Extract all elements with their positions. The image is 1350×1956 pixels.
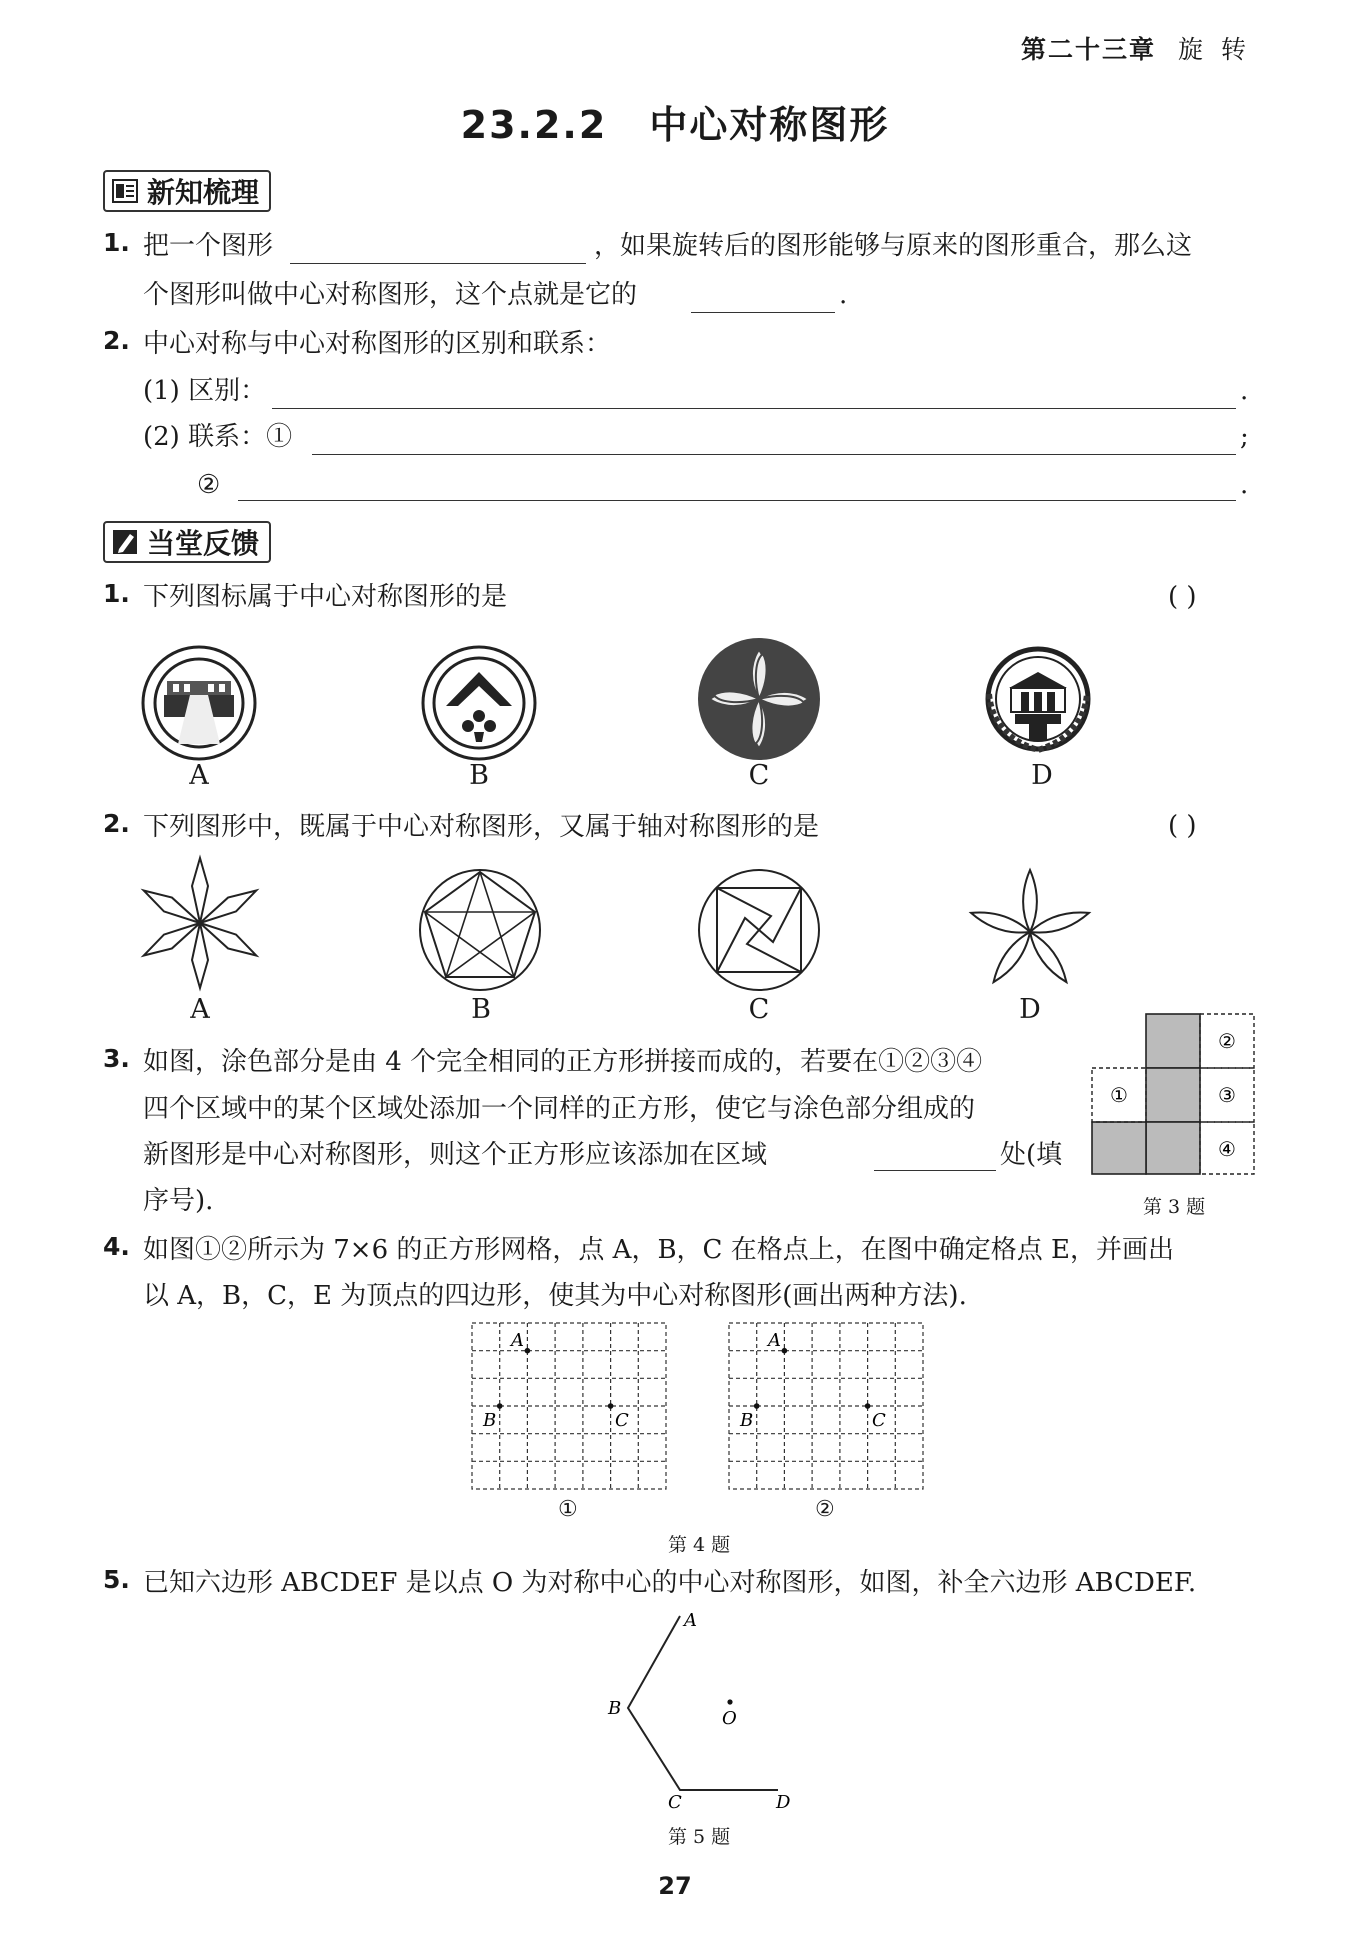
figure-q4-grid-2 <box>728 1322 924 1490</box>
question-text: 已知六边形 ABCDEF 是以点 O 为对称中心的中心对称图形，如图，补全六边形 ABCDEF. <box>143 1568 1197 1598</box>
question-text-cont: ，如果旋转后的图形能够与原来的图形重合，那么这 <box>594 231 1193 261</box>
section-heading-new-knowledge <box>103 170 271 212</box>
book-icon <box>111 177 139 205</box>
option-label: D <box>1019 994 1041 1025</box>
question-text: 下列图标属于中心对称图形的是 <box>143 582 508 612</box>
question-text-line2: 四个区域中的某个区域处添加一个同样的正方形，使它与涂色部分组成的 <box>143 1094 976 1124</box>
logo-option-d <box>975 636 1101 762</box>
pencil-icon <box>111 528 139 556</box>
logo-option-b <box>420 644 538 762</box>
question-text <box>143 223 273 269</box>
section-number: 23.2.2 <box>460 103 608 147</box>
answer-blank[interactable] <box>312 454 1236 455</box>
chapter-subject: 旋转 <box>1177 35 1264 64</box>
figure-q5-hexagon <box>600 1606 800 1813</box>
grid-label: ② <box>815 1497 835 1522</box>
page-title <box>0 94 1350 149</box>
point-label: B <box>608 1698 622 1719</box>
point-label: A <box>768 1330 781 1351</box>
question-number: 2. <box>103 326 130 355</box>
question-text-line3b: 处(填 <box>1000 1140 1063 1170</box>
question-number: 4. <box>103 1232 130 1261</box>
question-number: 1. <box>103 579 130 608</box>
region-label: ① <box>1110 1083 1128 1107</box>
logo-option-c <box>696 636 822 762</box>
question-text: 下列图形中，既属于中心对称图形，又属于轴对称图形的是 <box>143 812 820 842</box>
question-text-line2: 以 A，B，C，E 为顶点的四边形，使其为中心对称图形(画出两种方法). <box>143 1281 967 1311</box>
shape-option-c <box>697 868 821 992</box>
option-label: D <box>1031 760 1053 791</box>
grid-label: ① <box>558 1497 578 1522</box>
section-title: 中心对称图形 <box>649 103 890 147</box>
point-label: C <box>615 1410 629 1431</box>
point-label: C <box>668 1792 682 1813</box>
point-label: A <box>511 1330 524 1351</box>
shape-option-b <box>418 868 542 992</box>
point-label: D <box>776 1792 791 1813</box>
difference-label: (1) 区别： <box>143 376 267 406</box>
region-label: ③ <box>1218 1083 1236 1107</box>
point-label: A <box>684 1610 697 1631</box>
end-punct: . <box>1240 376 1249 406</box>
question-text: 如图①②所示为 7×6 的正方形网格，点 A，B，C 在格点上，在图中确定格点 E，并画出 <box>143 1235 1174 1265</box>
link-label-2: ② <box>197 470 221 500</box>
option-label: B <box>469 760 489 791</box>
answer-blank[interactable] <box>874 1170 996 1171</box>
question-text: 中心对称与中心对称图形的区别和联系： <box>143 329 612 359</box>
text-segment: 把一个图形 <box>143 231 274 261</box>
answer-blank[interactable] <box>691 312 835 313</box>
answer-blank[interactable] <box>238 500 1236 501</box>
point-label: B <box>740 1410 754 1431</box>
answer-blank[interactable] <box>272 408 1236 409</box>
point-label: O <box>722 1708 737 1729</box>
end-punct: ; <box>1240 422 1249 452</box>
option-label: B <box>471 994 491 1025</box>
answer-bracket[interactable]: ( ) <box>1168 582 1197 612</box>
figure-caption: 第 3 题 <box>1143 1196 1206 1218</box>
option-label: A <box>190 994 210 1025</box>
region-label: ② <box>1218 1029 1236 1053</box>
figure-caption: 第 5 题 <box>668 1826 731 1848</box>
question-text-line2: 个图形叫做中心对称图形，这个点就是它的 <box>143 280 638 310</box>
option-label: C <box>748 760 770 791</box>
option-label: C <box>748 994 770 1025</box>
end-punct: . <box>839 280 848 310</box>
question-text-line3: 新图形是中心对称图形，则这个正方形应该添加在区域 <box>143 1140 768 1170</box>
page-number: 27 <box>658 1872 692 1900</box>
question-number: 3. <box>103 1044 130 1073</box>
question-text: 如图，涂色部分是由 4 个完全相同的正方形拼接而成的，若要在①②③④ <box>143 1047 983 1077</box>
chapter-header <box>1021 30 1264 66</box>
point-label: C <box>872 1410 886 1431</box>
shape-option-d <box>970 866 1090 992</box>
region-label: ④ <box>1218 1137 1236 1161</box>
answer-bracket[interactable]: ( ) <box>1168 811 1197 841</box>
question-number: 5. <box>103 1565 130 1594</box>
section-heading-text: 新知梳理 <box>147 176 260 209</box>
link-label: (2) 联系：① <box>143 422 293 452</box>
point-label: B <box>483 1410 497 1431</box>
figure-caption: 第 4 题 <box>668 1534 731 1556</box>
question-text-line4: 序号). <box>143 1186 214 1216</box>
question-number: 2. <box>103 809 130 838</box>
chapter-label: 第二十三章 <box>1020 35 1156 64</box>
shape-option-a <box>138 856 262 990</box>
figure-q4-grid-1 <box>471 1322 667 1490</box>
question-number: 1. <box>103 228 130 257</box>
logo-option-a <box>140 644 258 762</box>
option-label: A <box>189 760 209 791</box>
figure-q3-grid <box>1092 1012 1256 1176</box>
section-heading-text: 当堂反馈 <box>147 527 260 560</box>
section-heading-feedback <box>103 521 271 563</box>
answer-blank[interactable] <box>290 263 586 264</box>
end-punct: . <box>1240 470 1249 500</box>
